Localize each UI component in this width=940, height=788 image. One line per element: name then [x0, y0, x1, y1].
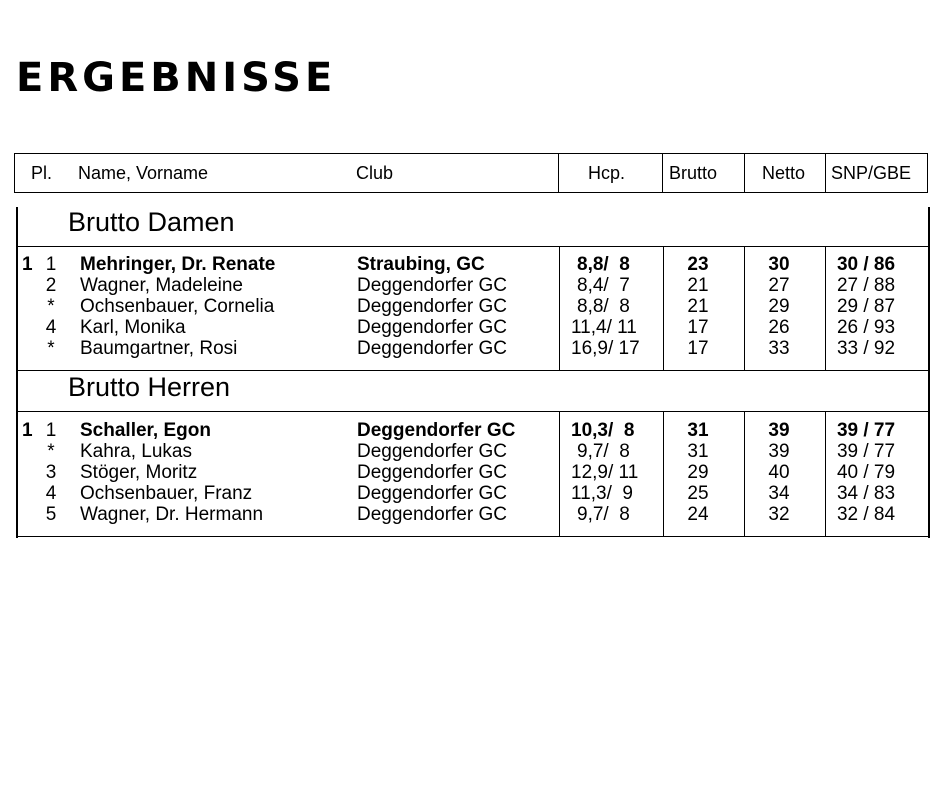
table-row: * Ochsenbauer, Cornelia Deggendorfer GC 8,8/ 8 21 29 29 / 87: [47, 296, 896, 317]
header-netto: Netto: [762, 163, 806, 183]
table-row: * Kahra, Lukas Deggendorfer GC 9,7/ 8 31 39 39 / 77: [47, 441, 896, 462]
section-title: Brutto Herren: [68, 372, 231, 402]
header-divider: [558, 154, 559, 192]
header-divider: [744, 154, 745, 192]
results-table: [16, 207, 930, 538]
table-row: 1 1 Schaller, Egon Deggendorfer GC 10,3/ 8 31 39 39 / 77: [22, 420, 896, 441]
header-hcp: Hcp.: [588, 163, 626, 183]
page-title: ERGEBNISSE: [16, 55, 337, 101]
table-row: 3 Stöger, Moritz Deggendorfer GC 12,9/ 11 29 40 40 / 79: [45, 462, 896, 483]
table-row: 4 Ochsenbauer, Franz Deggendorfer GC 11,3/ 9 25 34 34 / 83: [45, 483, 896, 504]
header-divider: [825, 154, 826, 192]
table-row: 1 1 Mehringer, Dr. Renate Straubing, GC 8,8/ 8 23 30 30 / 86: [22, 254, 896, 275]
header-pl: Pl.: [31, 163, 53, 183]
table-row: 4 Karl, Monika Deggendorfer GC 11,4/ 11 17 26 26 / 93: [45, 317, 896, 338]
header-brutto: Brutto: [669, 163, 718, 183]
table-row: 5 Wagner, Dr. Hermann Deggendorfer GC 9,7/ 8 24 32 32 / 84: [45, 504, 896, 525]
section-title: Brutto Damen: [68, 207, 235, 237]
table-row: 2 Wagner, Madeleine Deggendorfer GC 8,4/ 7 21 27 27 / 88: [45, 275, 896, 296]
header-divider: [662, 154, 663, 192]
table-row: * Baumgartner, Rosi Deggendorfer GC 16,9/ 17 17 33 33 / 92: [47, 338, 896, 359]
header-snp: SNP/GBE: [831, 163, 912, 183]
header-club: Club: [356, 163, 394, 183]
header-name: Name, Vorname: [78, 163, 209, 183]
results-header: [14, 153, 928, 193]
